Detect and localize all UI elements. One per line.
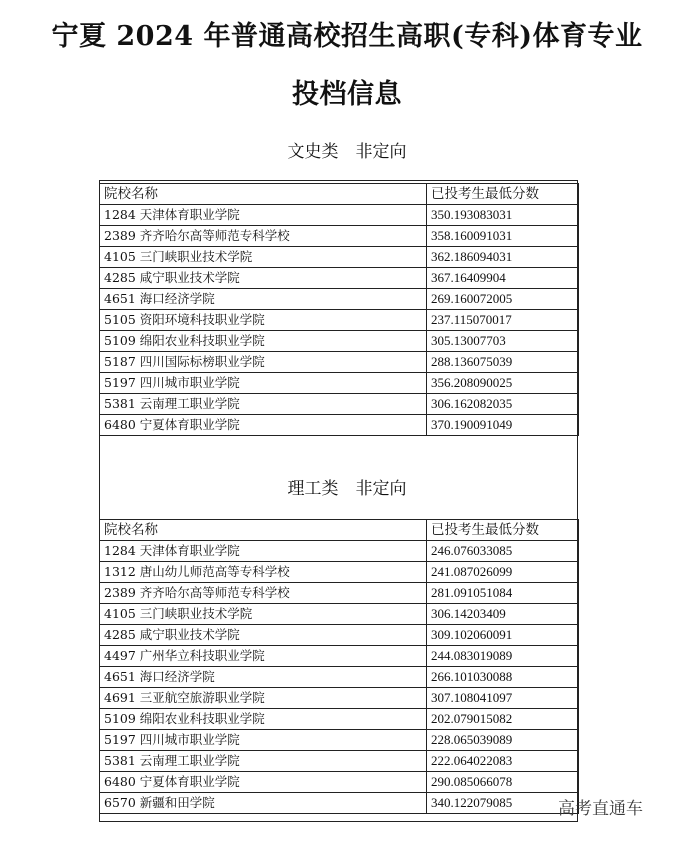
min-score-cell: 266.101030088 bbox=[427, 667, 579, 688]
table-row bbox=[100, 730, 579, 751]
school-name-cell: 4651 海口经济学院 bbox=[100, 289, 427, 310]
table-row bbox=[100, 604, 579, 625]
table-row bbox=[100, 268, 579, 289]
table-row bbox=[100, 562, 579, 583]
section-heading-wenshi: 文史类 非定向 bbox=[287, 142, 407, 162]
min-score-cell: 202.079015082 bbox=[427, 709, 579, 730]
watermark: 高考直通车 bbox=[558, 799, 643, 819]
min-score-cell: 246.076033085 bbox=[427, 541, 579, 562]
school-name-cell: 5109 绵阳农业科技职业学院 bbox=[100, 709, 427, 730]
min-score-cell: 306.162082035 bbox=[427, 394, 579, 415]
min-score-cell: 228.065039089 bbox=[427, 730, 579, 751]
table-row bbox=[100, 289, 579, 310]
table-row bbox=[100, 541, 579, 562]
table-row bbox=[100, 646, 579, 667]
table-row bbox=[100, 310, 579, 331]
table-header-row bbox=[100, 184, 579, 205]
min-score-cell: 281.091051084 bbox=[427, 583, 579, 604]
table-row bbox=[100, 667, 579, 688]
column-header-school: 院校名称 bbox=[100, 184, 427, 205]
school-name-cell: 5381 云南理工职业学院 bbox=[100, 394, 427, 415]
min-score-cell: 241.087026099 bbox=[427, 562, 579, 583]
table-row bbox=[100, 583, 579, 604]
school-name-cell: 4105 三门峡职业技术学院 bbox=[100, 604, 427, 625]
school-name-cell: 4651 海口经济学院 bbox=[100, 667, 427, 688]
table-row bbox=[100, 709, 579, 730]
table-row bbox=[100, 247, 579, 268]
school-name-cell: 4285 咸宁职业技术学院 bbox=[100, 625, 427, 646]
min-score-cell: 367.16409904 bbox=[427, 268, 579, 289]
table-row bbox=[100, 373, 579, 394]
column-header-school: 院校名称 bbox=[100, 520, 427, 541]
school-name-cell: 5197 四川城市职业学院 bbox=[100, 373, 427, 394]
min-score-cell: 350.193083031 bbox=[427, 205, 579, 226]
min-score-cell: 370.190091049 bbox=[427, 415, 579, 436]
table-row bbox=[100, 625, 579, 646]
min-score-cell: 306.14203409 bbox=[427, 604, 579, 625]
min-score-cell: 358.160091031 bbox=[427, 226, 579, 247]
school-name-cell: 4691 三亚航空旅游职业学院 bbox=[100, 688, 427, 709]
school-name-cell: 5197 四川城市职业学院 bbox=[100, 730, 427, 751]
table-wenshi bbox=[99, 183, 579, 436]
table-row bbox=[100, 352, 579, 373]
min-score-cell: 362.186094031 bbox=[427, 247, 579, 268]
table-row bbox=[100, 751, 579, 772]
school-name-cell: 5187 四川国际标榜职业学院 bbox=[100, 352, 427, 373]
table-row bbox=[100, 331, 579, 352]
school-name-cell: 6570 新疆和田学院 bbox=[100, 793, 427, 814]
min-score-cell: 222.064022083 bbox=[427, 751, 579, 772]
min-score-cell: 340.122079085 bbox=[427, 793, 579, 814]
table-row bbox=[100, 415, 579, 436]
school-name-cell: 6480 宁夏体育职业学院 bbox=[100, 415, 427, 436]
min-score-cell: 309.102060091 bbox=[427, 625, 579, 646]
school-name-cell: 5381 云南理工职业学院 bbox=[100, 751, 427, 772]
column-header-score: 已投考生最低分数 bbox=[427, 520, 579, 541]
page-title-line1: 宁夏 2024 年普通高校招生高职(专科)体育专业 bbox=[51, 21, 643, 52]
table-row bbox=[100, 772, 579, 793]
school-name-cell: 4497 广州华立科技职业学院 bbox=[100, 646, 427, 667]
column-header-score: 已投考生最低分数 bbox=[427, 184, 579, 205]
school-name-cell: 2389 齐齐哈尔高等师范专科学校 bbox=[100, 226, 427, 247]
school-name-cell: 4105 三门峡职业技术学院 bbox=[100, 247, 427, 268]
min-score-cell: 269.160072005 bbox=[427, 289, 579, 310]
min-score-cell: 237.115070017 bbox=[427, 310, 579, 331]
school-name-cell: 1284 天津体育职业学院 bbox=[100, 541, 427, 562]
table-row bbox=[100, 394, 579, 415]
min-score-cell: 305.13007703 bbox=[427, 331, 579, 352]
school-name-cell: 1284 天津体育职业学院 bbox=[100, 205, 427, 226]
min-score-cell: 307.108041097 bbox=[427, 688, 579, 709]
table-row bbox=[100, 205, 579, 226]
school-name-cell: 5109 绵阳农业科技职业学院 bbox=[100, 331, 427, 352]
school-name-cell: 2389 齐齐哈尔高等师范专科学校 bbox=[100, 583, 427, 604]
section-heading-ligong: 理工类 非定向 bbox=[287, 479, 407, 499]
min-score-cell: 288.136075039 bbox=[427, 352, 579, 373]
table-row bbox=[100, 793, 579, 814]
min-score-cell: 290.085066078 bbox=[427, 772, 579, 793]
min-score-cell: 244.083019089 bbox=[427, 646, 579, 667]
school-name-cell: 6480 宁夏体育职业学院 bbox=[100, 772, 427, 793]
table-row bbox=[100, 226, 579, 247]
school-name-cell: 5105 资阳环境科技职业学院 bbox=[100, 310, 427, 331]
table-header-row bbox=[100, 520, 579, 541]
table-ligong bbox=[99, 519, 579, 814]
school-name-cell: 4285 咸宁职业技术学院 bbox=[100, 268, 427, 289]
school-name-cell: 1312 唐山幼儿师范高等专科学校 bbox=[100, 562, 427, 583]
min-score-cell: 356.208090025 bbox=[427, 373, 579, 394]
table-row bbox=[100, 688, 579, 709]
page-title-line2: 投档信息 bbox=[292, 79, 402, 110]
